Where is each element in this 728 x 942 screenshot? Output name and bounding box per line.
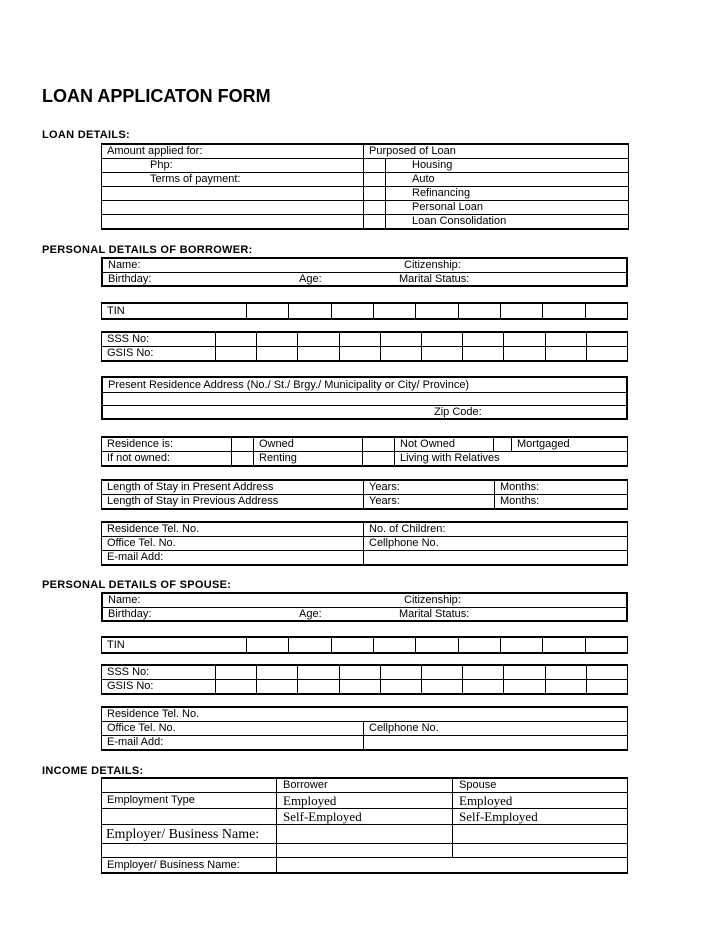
tin-digit-cell[interactable] xyxy=(373,637,415,653)
gsis-digit-cell[interactable] xyxy=(257,347,298,362)
borrower-marital-status-label[interactable]: Marital Status: xyxy=(399,273,470,285)
spouse-tin-table xyxy=(101,636,628,654)
section-loan-details: LOAN DETAILS: xyxy=(42,129,131,141)
gsis-digit-cell[interactable] xyxy=(339,680,380,695)
borrower-contact-table xyxy=(101,521,628,566)
gsis-digit-cell[interactable] xyxy=(421,680,462,695)
spouse-employer-field[interactable] xyxy=(453,825,628,844)
mortgaged-checkbox[interactable] xyxy=(494,437,512,452)
spouse-contact-table xyxy=(101,706,628,751)
tin-digit-cell[interactable] xyxy=(543,637,585,653)
sss-digit-cell[interactable] xyxy=(257,332,298,347)
stay-previous-months[interactable]: Months: xyxy=(495,495,628,510)
living-with-relatives-checkbox[interactable] xyxy=(363,452,395,467)
sss-digit-cell[interactable] xyxy=(421,665,462,680)
loan-consolidation-checkbox[interactable] xyxy=(364,215,386,230)
spouse-cellphone[interactable]: Cellphone No. xyxy=(364,722,628,736)
blank-cell[interactable] xyxy=(364,551,628,566)
borrower-birthday-label[interactable]: Birthday: xyxy=(108,273,152,285)
blank-cell xyxy=(102,844,277,858)
tin-digit-cell[interactable] xyxy=(500,637,542,653)
borrower-residence-tel[interactable]: Residence Tel. No. xyxy=(102,522,364,537)
sss-digit-cell[interactable] xyxy=(463,665,504,680)
spouse-sss-gsis-table xyxy=(101,664,628,695)
borrower-self-employed-option[interactable]: Self-Employed xyxy=(277,809,453,825)
borrower-age-label[interactable]: Age: xyxy=(299,273,322,285)
residence-address-label: Present Residence Address (No./ St./ Brgy./ Municipality or City/ Province) xyxy=(108,379,470,391)
personal-loan-checkbox[interactable] xyxy=(364,201,386,215)
stay-present-months[interactable]: Months: xyxy=(495,480,628,495)
refinancing-checkbox[interactable] xyxy=(364,187,386,201)
spouse-residence-tel[interactable]: Residence Tel. No. xyxy=(102,707,628,722)
terms-of-payment-label[interactable]: Terms of payment: xyxy=(102,173,364,187)
borrower-cellphone[interactable]: Cellphone No. xyxy=(364,537,628,551)
gsis-digit-cell[interactable] xyxy=(463,680,504,695)
housing-label: Housing xyxy=(386,159,629,173)
tin-digit-cell[interactable] xyxy=(458,637,500,653)
section-income: INCOME DETAILS: xyxy=(42,765,144,777)
blank-cell[interactable] xyxy=(102,215,364,230)
sss-digit-cell[interactable] xyxy=(504,665,545,680)
tin-digit-cell[interactable] xyxy=(458,303,500,319)
living-with-relatives-label: Living with Relatives xyxy=(395,452,628,467)
gsis-digit-cell[interactable] xyxy=(339,347,380,362)
sss-digit-cell[interactable] xyxy=(586,332,627,347)
php-label[interactable]: Php: xyxy=(102,159,364,173)
sss-digit-cell[interactable] xyxy=(339,332,380,347)
refinancing-label: Refinancing xyxy=(386,187,629,201)
sss-digit-cell[interactable] xyxy=(298,332,339,347)
gsis-digit-cell[interactable] xyxy=(463,347,504,362)
blank-cell[interactable] xyxy=(277,844,453,858)
spouse-gsis-label: GSIS No: xyxy=(102,680,216,695)
tin-digit-cell[interactable] xyxy=(416,637,458,653)
form-title: LOAN APPLICATON FORM xyxy=(42,86,271,106)
zip-code-label[interactable]: Zip Code: xyxy=(434,406,482,418)
loan-details-table xyxy=(101,143,629,230)
sss-digit-cell[interactable] xyxy=(504,332,545,347)
sss-digit-cell[interactable] xyxy=(586,665,627,680)
spouse-name-label[interactable]: Name: xyxy=(108,594,141,606)
section-borrower: PERSONAL DETAILS OF BORROWER: xyxy=(42,244,253,256)
tin-digit-cell[interactable] xyxy=(543,303,585,319)
employer-business-name-label-2: Employer/ Business Name: xyxy=(102,858,277,874)
residence-is-label: Residence is: xyxy=(102,437,232,452)
residence-address-line[interactable] xyxy=(103,393,626,405)
tin-digit-cell[interactable] xyxy=(247,303,289,319)
borrower-tin-table xyxy=(101,302,628,320)
sss-digit-cell[interactable] xyxy=(216,665,257,680)
tin-digit-cell[interactable] xyxy=(331,303,373,319)
owned-label: Owned xyxy=(254,437,363,452)
tin-digit-cell[interactable] xyxy=(585,637,627,653)
gsis-digit-cell[interactable] xyxy=(504,347,545,362)
sss-digit-cell[interactable] xyxy=(463,332,504,347)
owned-checkbox[interactable] xyxy=(232,437,254,452)
borrower-gsis-label: GSIS No: xyxy=(102,347,216,362)
spouse-sss-label: SSS No: xyxy=(102,665,216,680)
gsis-digit-cell[interactable] xyxy=(216,680,257,695)
gsis-digit-cell[interactable] xyxy=(257,680,298,695)
stay-previous-years[interactable]: Years: xyxy=(364,495,495,510)
not-owned-label: Not Owned xyxy=(395,437,494,452)
spouse-name-box xyxy=(101,592,628,622)
income-table xyxy=(101,777,628,874)
spouse-tin-label: TIN xyxy=(102,637,247,653)
tin-digit-cell[interactable] xyxy=(373,303,415,319)
sss-digit-cell[interactable] xyxy=(380,665,421,680)
auto-checkbox[interactable] xyxy=(364,173,386,187)
borrower-tin-label: TIN xyxy=(102,303,247,319)
gsis-digit-cell[interactable] xyxy=(298,680,339,695)
tin-digit-cell[interactable] xyxy=(416,303,458,319)
sss-digit-cell[interactable] xyxy=(545,665,586,680)
gsis-digit-cell[interactable] xyxy=(586,347,627,362)
auto-label: Auto xyxy=(386,173,629,187)
tin-digit-cell[interactable] xyxy=(500,303,542,319)
borrower-sss-label: SSS No: xyxy=(102,332,216,347)
sss-digit-cell[interactable] xyxy=(380,332,421,347)
housing-checkbox[interactable] xyxy=(364,159,386,173)
if-not-owned-label: If not owned: xyxy=(102,452,232,467)
borrower-employed-option[interactable]: Employed xyxy=(277,793,453,809)
borrower-sss-gsis-table xyxy=(101,331,628,362)
purpose-of-loan-label: Purposed of Loan xyxy=(364,144,629,159)
employer-business-name-label: Employer/ Business Name: xyxy=(102,825,277,844)
residence-address-box xyxy=(101,376,628,420)
borrower-employer-field[interactable] xyxy=(277,825,453,844)
stay-previous-label: Length of Stay in Previous Address xyxy=(102,495,364,510)
tin-digit-cell[interactable] xyxy=(289,637,331,653)
mortgaged-label: Mortgaged xyxy=(512,437,628,452)
sss-digit-cell[interactable] xyxy=(421,332,462,347)
stay-present-label: Length of Stay in Present Address xyxy=(102,480,364,495)
gsis-digit-cell[interactable] xyxy=(380,680,421,695)
borrower-email[interactable]: E-mail Add: xyxy=(102,551,364,566)
renting-checkbox[interactable] xyxy=(232,452,254,467)
sss-digit-cell[interactable] xyxy=(216,332,257,347)
gsis-digit-cell[interactable] xyxy=(421,347,462,362)
personal-loan-label: Personal Loan xyxy=(386,201,629,215)
spouse-employed-option[interactable]: Employed xyxy=(453,793,628,809)
gsis-digit-cell[interactable] xyxy=(586,680,627,695)
borrower-children[interactable]: No. of Children: xyxy=(364,522,628,537)
tin-digit-cell[interactable] xyxy=(247,637,289,653)
blank-cell[interactable] xyxy=(453,844,628,858)
blank-cell[interactable] xyxy=(102,187,364,201)
sss-digit-cell[interactable] xyxy=(257,665,298,680)
gsis-digit-cell[interactable] xyxy=(380,347,421,362)
spouse-birthday-label[interactable]: Birthday: xyxy=(108,608,152,620)
gsis-digit-cell[interactable] xyxy=(545,347,586,362)
borrower-name-box xyxy=(101,257,628,287)
employment-type-label: Employment Type xyxy=(102,793,277,809)
borrower-citizenship-label[interactable]: Citizenship: xyxy=(404,259,461,271)
blank-cell xyxy=(102,809,277,825)
sss-digit-cell[interactable] xyxy=(298,665,339,680)
not-owned-checkbox[interactable] xyxy=(363,437,395,452)
length-of-stay-table xyxy=(101,479,628,510)
spouse-column-header: Spouse xyxy=(453,778,628,793)
borrower-column-header: Borrower xyxy=(277,778,453,793)
amount-applied-label: Amount applied for: xyxy=(102,144,364,159)
gsis-digit-cell[interactable] xyxy=(545,680,586,695)
gsis-digit-cell[interactable] xyxy=(298,347,339,362)
blank-cell xyxy=(102,778,277,793)
spouse-office-tel[interactable]: Office Tel. No. xyxy=(102,722,364,736)
borrower-office-tel[interactable]: Office Tel. No. xyxy=(102,537,364,551)
residence-type-table xyxy=(101,436,628,467)
spouse-age-label[interactable]: Age: xyxy=(299,608,322,620)
spouse-self-employed-option[interactable]: Self-Employed xyxy=(453,809,628,825)
employer-business-name-field[interactable] xyxy=(277,858,628,874)
gsis-digit-cell[interactable] xyxy=(504,680,545,695)
tin-digit-cell[interactable] xyxy=(289,303,331,319)
gsis-digit-cell[interactable] xyxy=(216,347,257,362)
section-spouse: PERSONAL DETAILS OF SPOUSE: xyxy=(42,579,232,591)
renting-label: Renting xyxy=(254,452,363,467)
sss-digit-cell[interactable] xyxy=(339,665,380,680)
blank-cell[interactable] xyxy=(102,201,364,215)
blank-cell[interactable] xyxy=(364,736,628,751)
stay-present-years[interactable]: Years: xyxy=(364,480,495,495)
tin-digit-cell[interactable] xyxy=(331,637,373,653)
spouse-email[interactable]: E-mail Add: xyxy=(102,736,364,751)
loan-consolidation-label: Loan Consolidation xyxy=(386,215,629,230)
borrower-name-label[interactable]: Name: xyxy=(108,259,141,271)
sss-digit-cell[interactable] xyxy=(545,332,586,347)
tin-digit-cell[interactable] xyxy=(585,303,627,319)
spouse-marital-status-label[interactable]: Marital Status: xyxy=(399,608,470,620)
spouse-citizenship-label[interactable]: Citizenship: xyxy=(404,594,461,606)
